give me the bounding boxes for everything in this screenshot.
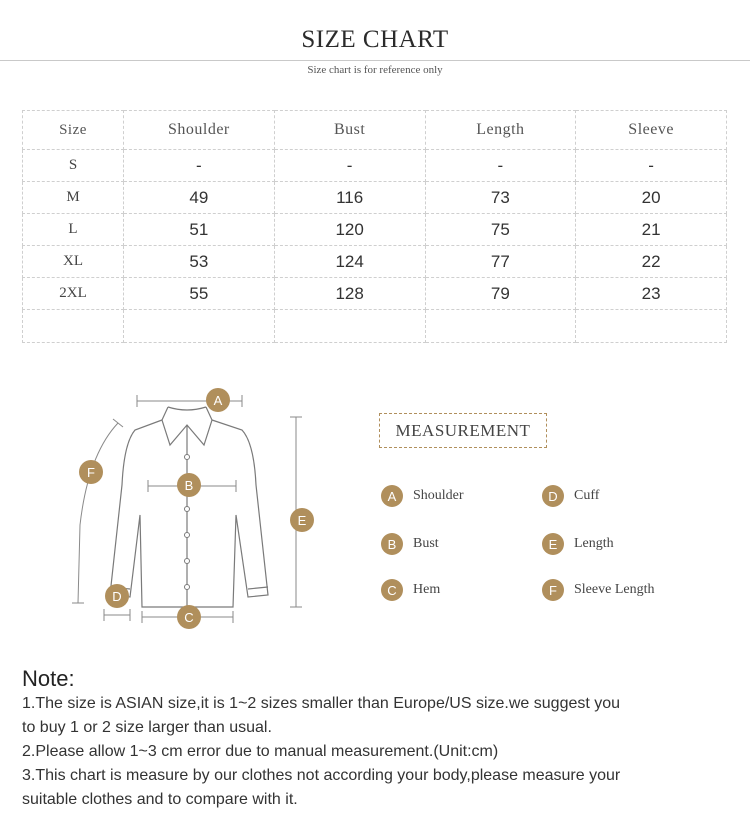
badge-d-icon xyxy=(105,584,129,608)
badge-a-icon xyxy=(206,388,230,412)
legend-item-sleeve-length xyxy=(542,579,654,601)
table-header-row xyxy=(23,111,727,150)
badge-f-icon xyxy=(79,460,103,484)
notes-heading: Note: xyxy=(22,666,75,691)
table-cell: 124 xyxy=(274,246,425,278)
legend-item-length xyxy=(542,533,614,555)
table-cell: S xyxy=(23,150,124,182)
legend-item-bust xyxy=(381,533,439,555)
legend-label: Cuff xyxy=(574,488,600,503)
table-row xyxy=(23,310,727,343)
size-table xyxy=(22,110,727,343)
table-cell xyxy=(425,310,576,343)
table-cell: 55 xyxy=(124,278,275,310)
column-header: Sleeve xyxy=(576,111,727,150)
badge-f-icon: F xyxy=(542,579,564,601)
badge-d-icon: D xyxy=(542,485,564,507)
table-cell: 79 xyxy=(425,278,576,310)
table-cell: 2XL xyxy=(23,278,124,310)
badge-a-icon: A xyxy=(381,485,403,507)
table-row xyxy=(23,246,727,278)
note-line: to buy 1 or 2 size larger than usual. xyxy=(22,719,272,736)
table-cell: 128 xyxy=(274,278,425,310)
table-cell: L xyxy=(23,214,124,246)
table-cell: XL xyxy=(23,246,124,278)
legend-item-hem xyxy=(381,579,440,601)
table-row xyxy=(23,182,727,214)
column-header: Size xyxy=(23,111,124,150)
badge-e-icon xyxy=(290,508,314,532)
column-header: Shoulder xyxy=(124,111,275,150)
page-subtitle: Size chart is for reference only xyxy=(307,64,443,76)
table-cell: 73 xyxy=(425,182,576,214)
note-line: 1.The size is ASIAN size,it is 1~2 sizes smaller than Europe/US size.we suggest you xyxy=(22,695,621,712)
measurement-legend xyxy=(381,483,701,613)
table-cell: - xyxy=(124,150,275,182)
badge-label: E xyxy=(297,513,307,528)
table-cell: - xyxy=(576,150,727,182)
table-cell: 53 xyxy=(124,246,275,278)
title-divider xyxy=(0,60,750,61)
legend-label: Hem xyxy=(413,582,441,597)
table-cell: - xyxy=(425,150,576,182)
badge-label: B xyxy=(184,478,194,493)
table-cell xyxy=(23,310,124,343)
table-row xyxy=(23,150,727,182)
table-row xyxy=(23,214,727,246)
table-cell: 51 xyxy=(124,214,275,246)
badge-label: D xyxy=(112,589,122,604)
table-cell: 23 xyxy=(576,278,727,310)
badge-label: A xyxy=(213,393,223,408)
notes-section xyxy=(22,666,732,812)
badge-e-icon: E xyxy=(542,533,564,555)
table-cell xyxy=(274,310,425,343)
column-header: Bust xyxy=(274,111,425,150)
column-header: Length xyxy=(425,111,576,150)
legend-label: Sleeve Length xyxy=(574,582,655,597)
table-cell: 116 xyxy=(274,182,425,214)
note-line: 2.Please allow 1~3 cm error due to manual measurement.(Unit:cm) xyxy=(22,743,499,760)
table-cell: 75 xyxy=(425,214,576,246)
table-cell: M xyxy=(23,182,124,214)
shirt-diagram xyxy=(60,375,350,635)
legend-label: Bust xyxy=(413,536,439,551)
table-cell: 49 xyxy=(124,182,275,214)
table-cell: 22 xyxy=(576,246,727,278)
legend-item-cuff xyxy=(542,485,599,507)
table-cell: 21 xyxy=(576,214,727,246)
legend-label: Shoulder xyxy=(413,488,464,503)
note-line: 3.This chart is measure by our clothes not according your body,please measure your xyxy=(22,767,621,784)
page-title: SIZE CHART xyxy=(301,26,449,53)
table-cell: 120 xyxy=(274,214,425,246)
legend-item-shoulder xyxy=(381,485,464,507)
table-cell: - xyxy=(274,150,425,182)
badge-b-icon: B xyxy=(381,533,403,555)
badge-c-icon xyxy=(177,605,201,629)
badge-label: F xyxy=(87,465,95,480)
legend-label: Length xyxy=(574,536,614,551)
table-cell xyxy=(124,310,275,343)
note-line: suitable clothes and to compare with it. xyxy=(22,791,298,808)
table-row xyxy=(23,278,727,310)
table-cell: 77 xyxy=(425,246,576,278)
table-cell: 20 xyxy=(576,182,727,214)
table-cell xyxy=(576,310,727,343)
badge-label: C xyxy=(184,610,194,625)
badge-b-icon xyxy=(177,473,201,497)
measurement-title: MEASUREMENT xyxy=(379,413,547,448)
badge-c-icon: C xyxy=(381,579,403,601)
